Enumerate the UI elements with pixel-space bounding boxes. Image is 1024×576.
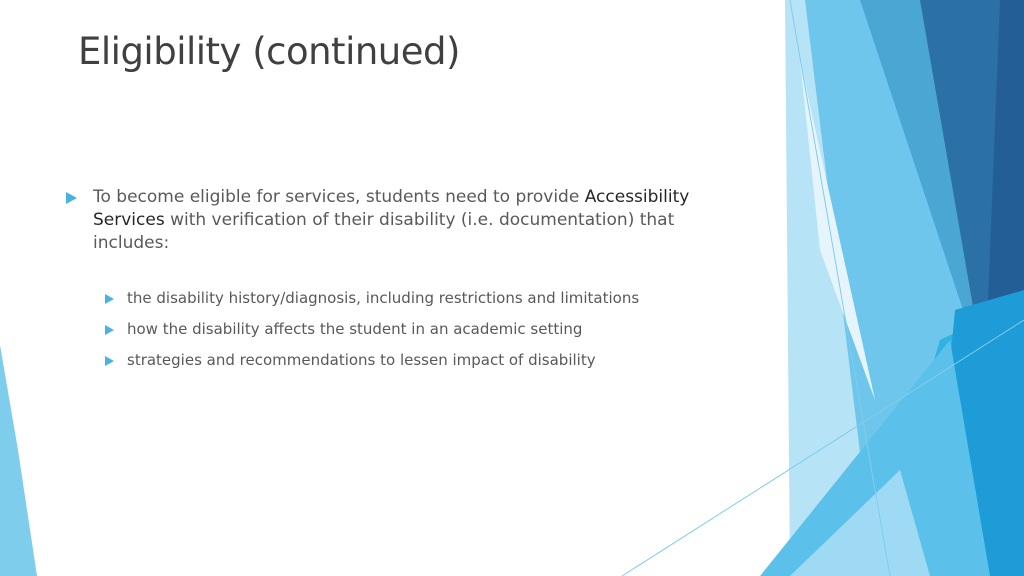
sub-bullet-item: strategies and recommendations to lessen impact of disability <box>127 351 596 369</box>
triangle-right-icon <box>66 192 77 204</box>
triangle-right-icon <box>105 325 114 335</box>
accessibility-services-highlight: Accessibility Services <box>93 187 690 230</box>
sub-bullet-item: the disability history/diagnosis, including restrictions and limitations <box>127 289 640 307</box>
left-edge-facet <box>0 345 37 576</box>
main-bullet-text-before: To become eligible for services, students need to provide <box>93 187 585 207</box>
slide-title: Eligibility (continued) <box>78 30 460 73</box>
triangle-right-icon <box>105 294 114 304</box>
triangle-right-icon <box>105 356 114 366</box>
sub-bullet-item: how the disability affects the student in an academic setting <box>127 320 583 338</box>
main-bullet-text <box>93 186 718 255</box>
main-bullet-text-after: with verification of their disability (i.e. documentation) that includes: <box>93 210 675 253</box>
